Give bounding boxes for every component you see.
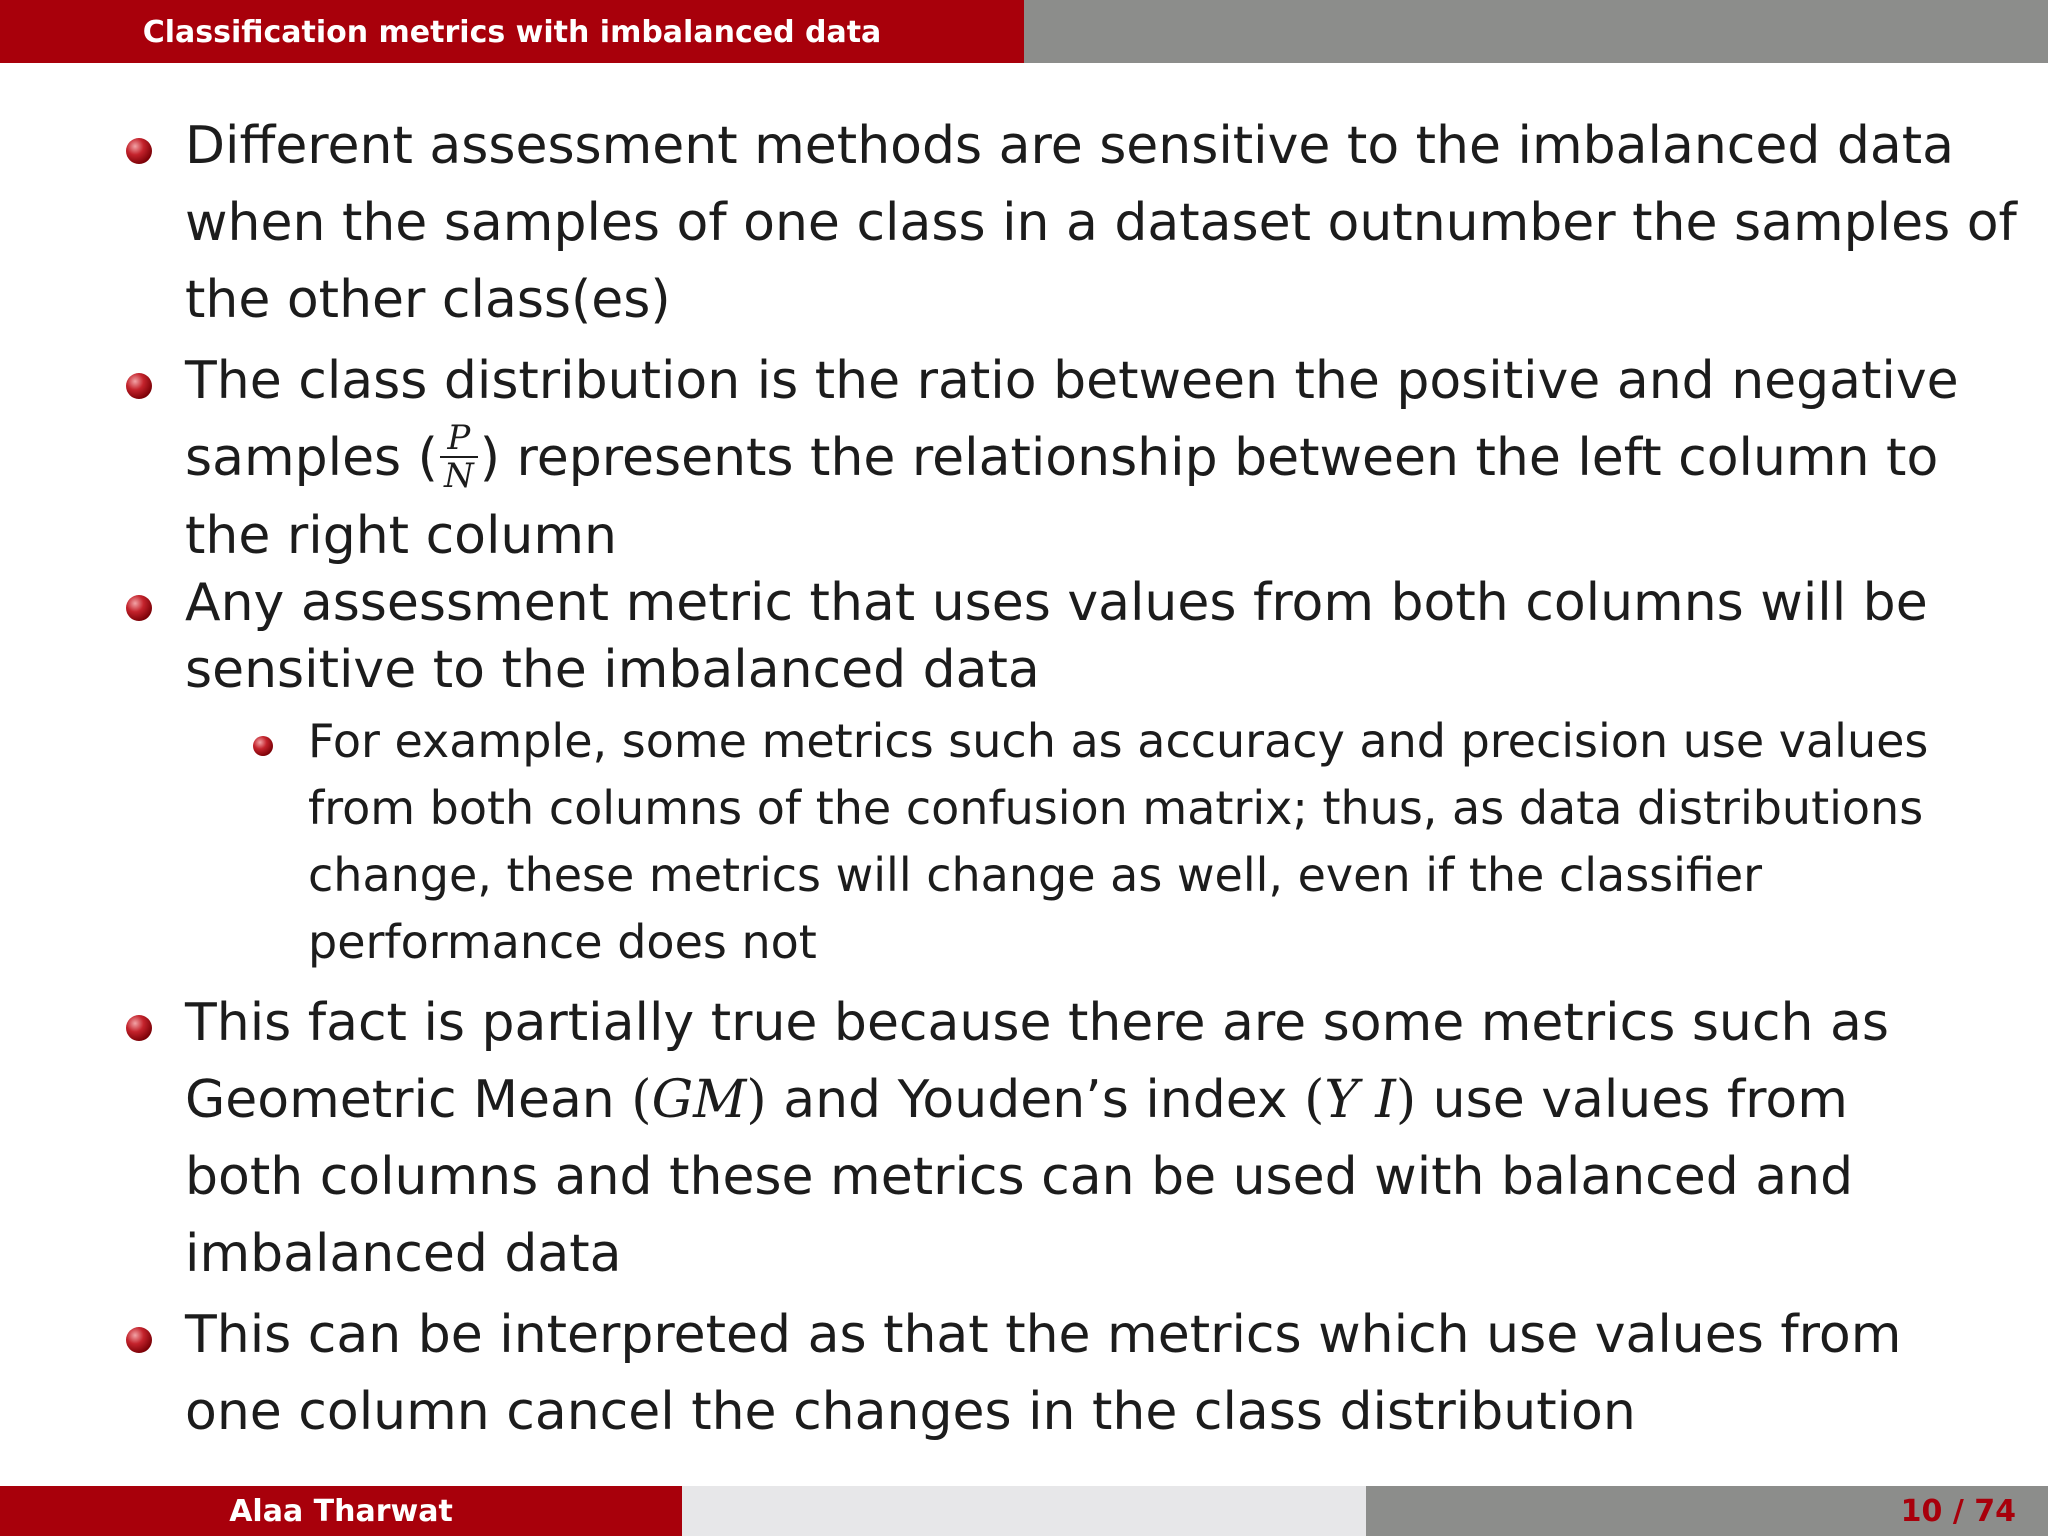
bullet-item-3-line-2: sensitive to the imbalanced data [185,640,1040,700]
bullet-item-4-line-1: This fact is partially true because there are some metrics such as [185,993,1889,1053]
fraction-denominator: N [443,456,474,496]
footer-author: Alaa Tharwat [0,1486,682,1536]
sub-bullet-line-4: performance does not [308,915,817,969]
paren-open: ( [1304,1070,1325,1130]
bullet-item-4-line-3: both columns and these metrics can be used with balanced and [185,1147,1854,1207]
paren-close: ) [1395,1070,1417,1130]
header-filler [1024,0,2048,63]
sub-bullet-line-3: change, these metrics will change as well, even if the classifier [308,848,1763,902]
sub-bullet-item [308,708,2008,976]
math-gm: GM [651,1070,747,1130]
bullet-icon [126,373,152,399]
bullet-icon [126,1327,152,1353]
bullet-icon [126,138,152,164]
text-segment: and Youden’s index [766,1070,1305,1130]
bullet-icon [126,595,152,621]
bullet-item-3-line-1: Any assessment metric that uses values from both columns will be [185,573,1928,633]
bullet-item-2-line-1: The class distribution is the ratio between the positive and negative [185,351,1959,411]
bullet-item-4-line-2 [185,1062,1985,1139]
page-number: 10 / 74 [1366,1486,2048,1536]
bullet-item-5-line-2: one column cancel the changes in the class distribution [185,1382,1636,1442]
text-segment: samples ( [185,428,438,488]
bullet-item-5 [185,1297,1985,1451]
sub-bullet-line-1: For example, some metrics such as accuracy and precision use values [308,714,1929,768]
bullet-icon [126,1015,152,1041]
sub-bullet-icon [253,736,273,756]
sub-bullet-line-2: from both columns of the confusion matrix; thus, as data distributions [308,781,1924,835]
bullet-item-4-line-4: imbalanced data [185,1224,622,1284]
bullet-item-1-line-3: the other class(es) [185,270,671,330]
bullet-item-1-line-1: Different assessment methods are sensitive to the imbalanced data [185,116,1955,176]
bullet-item-1-line-2: when the samples of one class in a dataset outnumber the samples of [185,193,2017,253]
bullet-item-2 [185,343,1985,575]
bullet-item-3 [185,565,1985,709]
slide-title: Classification metrics with imbalanced data [0,0,1024,63]
paren-open: ( [631,1070,652,1130]
bullet-item-2-line-2 [185,420,1985,498]
bullet-item-2-line-3: the right column [185,506,617,566]
fraction-p-over-n [440,420,478,494]
text-segment: use values from [1416,1070,1848,1130]
paren-close: ) [746,1070,767,1130]
math-yi: Y I [1324,1070,1396,1130]
footer-bar [0,1486,2048,1536]
header-bar [0,0,2048,63]
bullet-item-1 [185,108,2017,339]
text-segment: ) represents the relationship between the left column to [479,428,1939,488]
bullet-item-5-line-1: This can be interpreted as that the metrics which use values from [185,1305,1902,1365]
bullet-item-4 [185,985,1985,1293]
fraction-numerator: P [440,420,478,458]
footer-middle [682,1486,1366,1536]
text-segment: Geometric Mean [185,1070,632,1130]
